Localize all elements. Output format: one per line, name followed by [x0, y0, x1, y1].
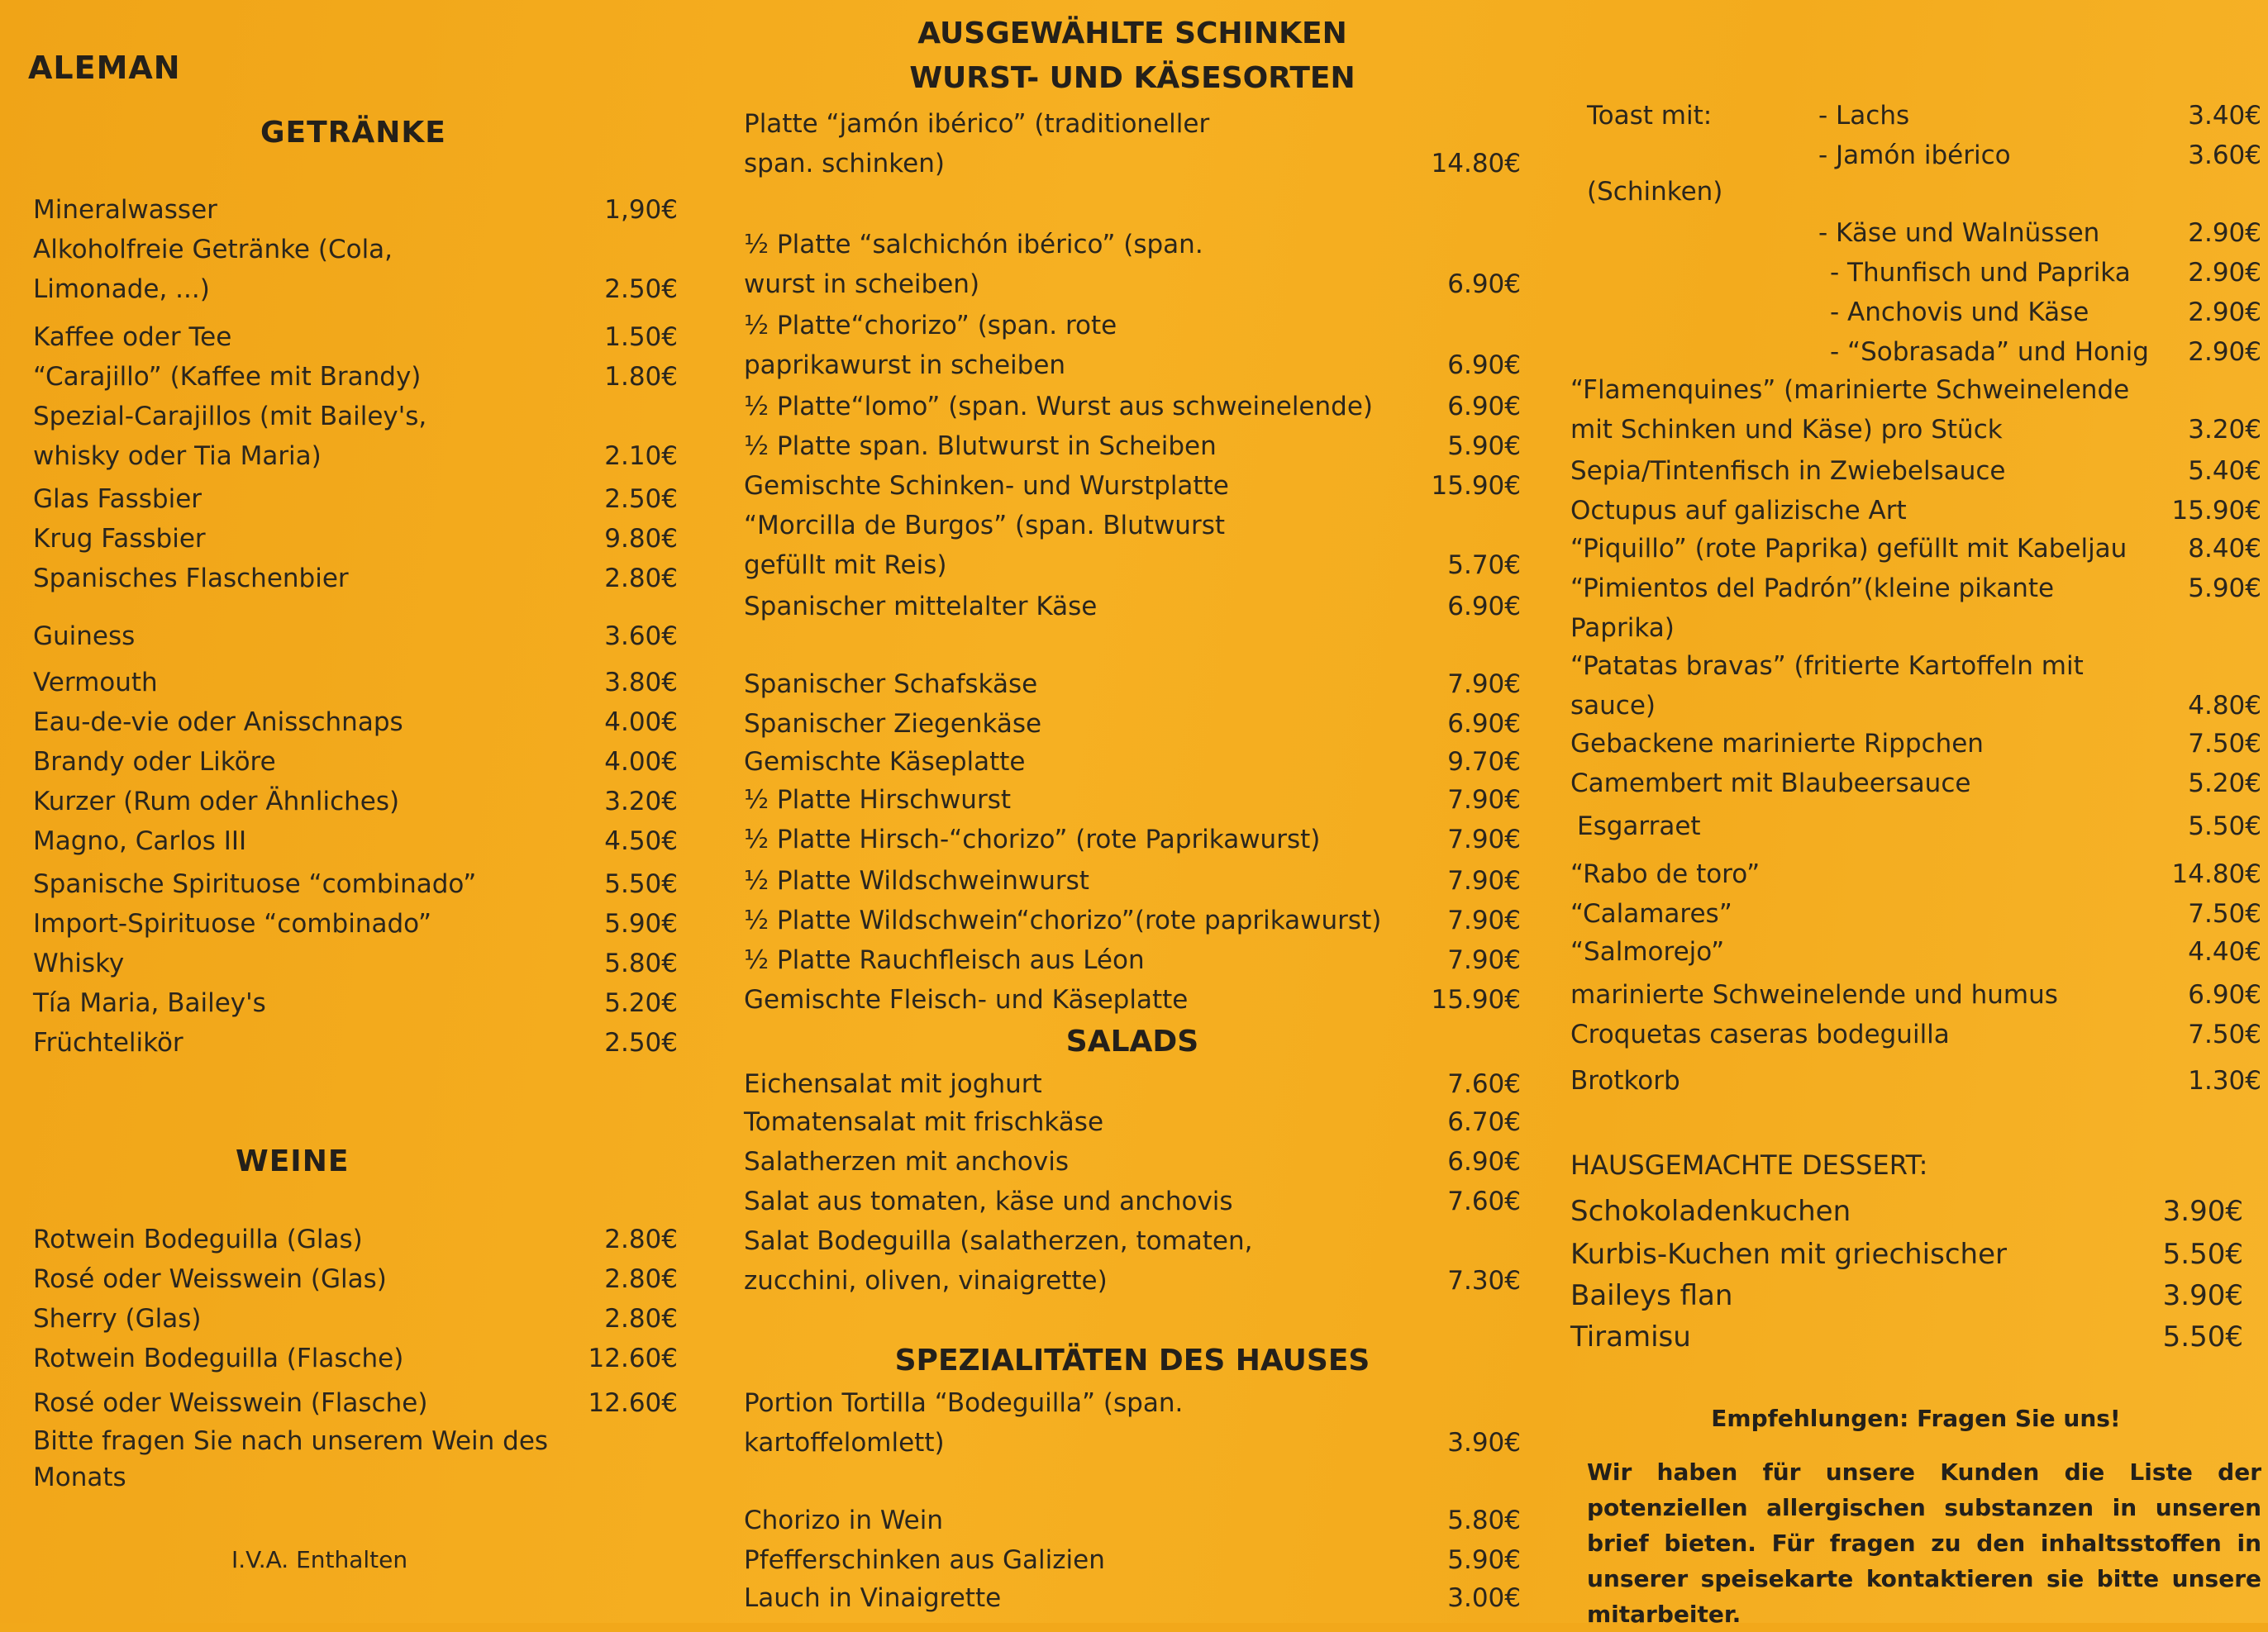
menu-item: [744, 466, 1521, 506]
item-price: 4.50€: [604, 826, 678, 856]
item-name: Magno, Carlos III: [33, 826, 247, 856]
item-price: 5.20€: [2188, 768, 2261, 798]
toast-item-price: 2.90€: [2188, 337, 2261, 367]
toast-item-name: - Anchovis und Käse: [1830, 297, 2089, 327]
item-price: 1.80€: [604, 362, 678, 392]
toast-item-name: - Jamón ibérico: [1818, 140, 2011, 170]
item-price: 14.80€: [2171, 859, 2261, 889]
item-price: 7.60€: [1447, 1069, 1521, 1099]
menu-item: [744, 1142, 1521, 1182]
section-title-schinken-line2: WURST- UND KÄSESORTEN: [909, 61, 1356, 95]
item-price: 6.70€: [1447, 1107, 1521, 1137]
menu-item: [33, 230, 678, 309]
item-price: 3.90€: [1447, 1428, 1521, 1458]
item-price: 12.60€: [588, 1388, 678, 1418]
item-name: Eichensalat mit joghurt: [744, 1069, 1042, 1099]
column-drinks: [33, 0, 678, 1623]
item-name: ½ Platte“chorizo” (span. rote paprikawurst in scheiben: [744, 311, 1117, 380]
menu-item: [1570, 764, 2261, 803]
recommendation-note: Empfehlungen: Fragen Sie uns!: [1711, 1405, 2121, 1432]
item-name: ½ Platte Wildschwein“chorizo”(rote paprikawurst): [744, 906, 1382, 935]
menu-item: [33, 397, 678, 476]
menu-item: [33, 317, 678, 357]
item-price: 3.90€: [2162, 1195, 2243, 1228]
menu-item: [33, 702, 678, 742]
item-name: Rosé oder Weisswein (Flasche): [33, 1388, 428, 1418]
menu-item: [1570, 1061, 2261, 1101]
item-price: 5.90€: [1447, 431, 1521, 461]
item-name: ½ Platte Wildschweinwurst: [744, 866, 1089, 896]
item-price: 9.80€: [604, 524, 678, 554]
menu-item: [33, 864, 678, 904]
menu-item: [33, 904, 678, 944]
item-name: Kurbis-Kuchen mit griechischer: [1570, 1238, 2007, 1271]
section-title-schinken-line1: AUSGEWÄHLTE SCHINKEN: [917, 17, 1347, 50]
item-name: Croquetas caseras bodeguilla: [1570, 1020, 1950, 1049]
menu-item: [744, 506, 1521, 585]
item-name: “Flamenquines” (marinierte Schweinelende mit Schinken und Käse) pro Stück: [1570, 375, 2130, 445]
allergen-info: Wir haben für unsere Kunden die Liste der potenziellen allergischen substanzen in unseren brief bieten. Für fragen zu den inhaltsstoffen in unserer speisekarte kontaktieren sie bitte unsere mitarbeiter.: [1587, 1458, 2261, 1628]
item-price: 5.70€: [1447, 550, 1521, 580]
item-price: 15.90€: [1431, 471, 1521, 501]
item-price: 5.50€: [2162, 1238, 2243, 1271]
item-price: 1,90€: [604, 195, 678, 225]
menu-item: [33, 983, 678, 1023]
menu-item: [33, 559, 678, 598]
item-name: Gemischte Schinken- und Wurstplatte: [744, 471, 1229, 501]
menu-item: [1570, 1192, 2261, 1231]
item-name: ½ Platte Hirsch-“chorizo” (rote Paprikawurst): [744, 825, 1321, 854]
item-name: “Patatas bravas” (fritierte Kartoffeln mit sauce): [1570, 651, 2084, 721]
item-price: 5.80€: [604, 949, 678, 978]
item-price: 6.90€: [1447, 392, 1521, 421]
menu-item: [1570, 724, 2261, 764]
item-name: Salat Bodeguilla (salatherzen, tomaten, zucchini, oliven, vinaigrette): [744, 1226, 1253, 1296]
item-name: Krug Fassbier: [33, 524, 206, 554]
toast-item-price: 2.90€: [2188, 297, 2261, 327]
menu-item: [1570, 894, 2261, 934]
item-price: 6.90€: [1447, 592, 1521, 621]
item-price: 9.70€: [1447, 747, 1521, 777]
item-name: Salatherzen mit anchovis: [744, 1147, 1069, 1177]
item-name: “Pimientos del Padrón”(kleine pikante Paprika): [1570, 573, 2055, 643]
item-name: Spanischer mittelalter Käse: [744, 592, 1098, 621]
menu-item: [744, 780, 1521, 820]
item-price: 6.90€: [2188, 980, 2261, 1010]
menu-item: [33, 1220, 678, 1259]
item-name: “Carajillo” (Kaffee mit Brandy): [33, 362, 422, 392]
item-price: 15.90€: [1431, 985, 1521, 1015]
menu-item: [33, 616, 678, 656]
menu-item: [1570, 1276, 2261, 1316]
item-name: Rosé oder Weisswein (Glas): [33, 1264, 387, 1294]
item-name: Platte “jamón ibérico” (traditioneller span. schinken): [744, 109, 1210, 178]
item-name: Whisky: [33, 949, 125, 978]
menu-item: [744, 306, 1521, 385]
menu-item: [1570, 975, 2261, 1015]
menu-item: [744, 1064, 1521, 1104]
menu-item: [744, 861, 1521, 901]
menu-item: [33, 1383, 678, 1423]
menu-item: [33, 1023, 678, 1063]
item-price: 3.90€: [2162, 1279, 2243, 1312]
item-name: Eau-de-vie oder Anisschnaps: [33, 707, 403, 737]
menu-item: [1570, 1235, 2261, 1274]
item-name: Spanischer Ziegenkäse: [744, 709, 1042, 739]
menu-item: [33, 944, 678, 983]
item-name: Baileys flan: [1570, 1279, 1733, 1312]
item-name: Gebackene marinierte Rippchen: [1570, 729, 1984, 759]
menu-item: [744, 426, 1521, 466]
menu-item: [744, 704, 1521, 744]
item-price: 14.80€: [1431, 149, 1521, 178]
item-name: Glas Fassbier: [33, 484, 202, 514]
toast-item-price: 2.90€: [2188, 258, 2261, 288]
item-name: Früchtelikör: [33, 1028, 183, 1058]
menu-item: [744, 1182, 1521, 1221]
item-price: 4.80€: [2188, 691, 2261, 721]
item-price: 6.90€: [1447, 709, 1521, 739]
item-name: Salat aus tomaten, käse und anchovis: [744, 1187, 1233, 1216]
menu-item: [744, 940, 1521, 980]
item-price: 7.90€: [1447, 866, 1521, 896]
item-price: 3.00€: [1447, 1583, 1521, 1613]
menu-item: [33, 190, 678, 230]
item-name: Alkoholfreie Getränke (Cola, Limonade, ...): [33, 235, 393, 304]
item-name: Kaffee oder Tee: [33, 322, 232, 352]
menu-item: [744, 820, 1521, 859]
item-name: Rotwein Bodeguilla (Glas): [33, 1225, 363, 1254]
item-name: Lauch in Vinaigrette: [744, 1583, 1002, 1613]
menu-item: [744, 664, 1521, 704]
item-name: Guiness: [33, 621, 136, 651]
item-price: 8.40€: [2188, 534, 2261, 564]
item-price: 5.20€: [604, 988, 678, 1018]
item-name: Import-Spirituose “combinado”: [33, 909, 432, 939]
menu-item: [33, 663, 678, 702]
section-title-getraenke: GETRÄNKE: [260, 116, 446, 150]
toast-label: Toast mit:: [1587, 101, 1713, 131]
item-price: 7.60€: [1447, 1187, 1521, 1216]
item-name: Tomatensalat mit frischkäse: [744, 1107, 1104, 1137]
item-price: 4.00€: [604, 707, 678, 737]
item-price: 6.90€: [1447, 350, 1521, 380]
toast-item-name: - “Sobrasada” und Honig: [1830, 337, 2149, 367]
item-name: Camembert mit Blaubeersauce: [1570, 768, 1971, 798]
vat-included-note: I.V.A. Enthalten: [231, 1546, 408, 1573]
item-name: ½ Platte span. Blutwurst in Scheiben: [744, 431, 1217, 461]
toast-item-price: 3.60€: [2188, 140, 2261, 170]
item-name: “Salmorejo”: [1570, 937, 1725, 967]
toast-item-price: 2.90€: [2188, 218, 2261, 248]
menu-item: [744, 1102, 1521, 1142]
menu-item: [33, 1259, 678, 1299]
menu-item: [1570, 646, 2261, 726]
toast-schinken-note: (Schinken): [1587, 177, 1723, 207]
item-price: 5.50€: [2188, 811, 2261, 841]
menu-item: [1570, 1015, 2261, 1054]
item-name: Kurzer (Rum oder Ähnliches): [33, 787, 400, 816]
item-price: 15.90€: [2171, 496, 2261, 526]
item-price: 2.80€: [604, 1304, 678, 1334]
item-price: 2.50€: [604, 484, 678, 514]
menu-item: [1570, 370, 2261, 450]
item-price: 5.90€: [2188, 573, 2261, 603]
item-price: 7.50€: [2188, 899, 2261, 929]
item-price: 1.50€: [604, 322, 678, 352]
menu-item: [33, 357, 678, 397]
item-price: 3.20€: [2188, 415, 2261, 445]
toast-item-name: - Thunfisch und Paprika: [1830, 258, 2131, 288]
menu-item: [744, 1540, 1521, 1580]
item-price: 3.20€: [604, 787, 678, 816]
item-price: 2.80€: [604, 1225, 678, 1254]
item-price: 7.90€: [1447, 945, 1521, 975]
toast-item-name: - Käse und Walnüssen: [1818, 218, 2100, 248]
menu-item: [33, 1339, 678, 1378]
menu-item: [744, 225, 1521, 304]
column-tapas-dessert: [1570, 0, 2261, 1628]
menu-item: [744, 587, 1521, 626]
item-name: ½ Platte“lomo” (span. Wurst aus schweinelende): [744, 392, 1373, 421]
item-price: 2.50€: [604, 274, 678, 304]
item-name: Sepia/Tintenfisch in Zwiebelsauce: [1570, 456, 2006, 486]
item-price: 2.80€: [604, 564, 678, 593]
item-price: 6.90€: [1447, 1147, 1521, 1177]
item-price: 6.90€: [1447, 269, 1521, 299]
item-price: 5.90€: [604, 909, 678, 939]
item-name: “Morcilla de Burgos” (span. Blutwurst gefüllt mit Reis): [744, 511, 1226, 580]
toast-item-name: - Lachs: [1818, 101, 1910, 131]
menu-item: [33, 479, 678, 519]
item-price: 7.90€: [1447, 906, 1521, 935]
item-name: Chorizo in Wein: [744, 1506, 943, 1535]
item-price: 1.30€: [2188, 1066, 2261, 1096]
item-price: 12.60€: [588, 1344, 678, 1373]
item-price: 5.80€: [1447, 1506, 1521, 1535]
menu-item: [1570, 569, 2261, 648]
section-title-weine: WEINE: [236, 1144, 350, 1178]
menu-item: [744, 387, 1521, 426]
section-title-spezialitaeten: SPEZIALITÄTEN DES HAUSES: [894, 1344, 1370, 1377]
item-price: 7.90€: [1447, 825, 1521, 854]
item-price: 7.90€: [1447, 785, 1521, 815]
item-price: 2.10€: [604, 441, 678, 471]
item-price: 5.90€: [1447, 1545, 1521, 1575]
menu-item: [744, 1578, 1521, 1618]
menu-item: [1570, 932, 2261, 972]
item-price: 3.80€: [604, 668, 678, 697]
item-name: “Piquillo” (rote Paprika) gefüllt mit Kabeljau: [1570, 534, 2127, 564]
menu-item: [1570, 1317, 2261, 1357]
menu-item: [744, 1383, 1521, 1463]
item-name: Rotwein Bodeguilla (Flasche): [33, 1344, 404, 1373]
item-name: Vermouth: [33, 668, 158, 697]
item-price: 7.50€: [2188, 1020, 2261, 1049]
menu-item: [744, 980, 1521, 1020]
item-price: 7.30€: [1447, 1266, 1521, 1296]
item-price: 7.90€: [1447, 669, 1521, 699]
item-name: Schokoladenkuchen: [1570, 1195, 1851, 1228]
item-name: Esgarraet: [1577, 811, 1701, 841]
item-name: Sherry (Glas): [33, 1304, 202, 1334]
item-name: Gemischte Fleisch- und Käseplatte: [744, 985, 1189, 1015]
item-price: 2.80€: [604, 1264, 678, 1294]
menu-item: [1570, 854, 2261, 894]
item-name: Gemischte Käseplatte: [744, 747, 1026, 777]
section-title-dessert: HAUSGEMACHTE DESSERT:: [1570, 1149, 1928, 1181]
wine-of-month-note: Bitte fragen Sie nach unserem Wein des Monats: [33, 1426, 549, 1492]
item-price: 4.40€: [2188, 937, 2261, 967]
menu-item: [744, 1221, 1521, 1301]
item-name: Spanische Spirituose “combinado”: [33, 869, 477, 899]
menu-item: [1570, 451, 2261, 491]
menu-language-label: ALEMAN: [28, 50, 181, 86]
menu-item: [1570, 491, 2261, 531]
item-price: 5.40€: [2188, 456, 2261, 486]
item-name: Spanischer Schafskäse: [744, 669, 1038, 699]
item-name: Portion Tortilla “Bodeguilla” (span. kartoffelomlett): [744, 1388, 1184, 1458]
item-name: Tiramisu: [1570, 1320, 1691, 1354]
item-name: “Rabo de toro”: [1570, 859, 1761, 889]
toast-item-price: 3.40€: [2188, 101, 2261, 131]
item-name: Pfefferschinken aus Galizien: [744, 1545, 1105, 1575]
menu-item: [1570, 529, 2261, 569]
item-price: 7.50€: [2188, 729, 2261, 759]
item-price: 4.00€: [604, 747, 678, 777]
item-name: Tía Maria, Bailey's: [33, 988, 266, 1018]
item-name: Octupus auf galizische Art: [1570, 496, 1907, 526]
menu-item: [33, 519, 678, 559]
section-title-salads: SALADS: [1065, 1025, 1199, 1059]
menu-item: [33, 821, 678, 861]
item-name: Spezial-Carajillos (mit Bailey's, whisky oder Tia Maria): [33, 402, 427, 471]
menu-item: [33, 1299, 678, 1339]
item-price: 2.50€: [604, 1028, 678, 1058]
menu-item: [744, 104, 1521, 183]
menu-item: [1570, 806, 2261, 846]
menu-item: [33, 742, 678, 782]
item-price: 5.50€: [2162, 1320, 2243, 1354]
menu-item: [744, 742, 1521, 782]
item-name: Spanisches Flaschenbier: [33, 564, 349, 593]
item-price: 3.60€: [604, 621, 678, 651]
item-name: “Calamares”: [1570, 899, 1732, 929]
item-name: ½ Platte Rauchfleisch aus Léon: [744, 945, 1145, 975]
item-name: Brandy oder Liköre: [33, 747, 276, 777]
item-name: ½ Platte “salchichón ibérico” (span. wurst in scheiben): [744, 230, 1203, 299]
menu-item: [744, 1501, 1521, 1540]
menu-item: [33, 782, 678, 821]
menu-item: [744, 901, 1521, 940]
item-name: marinierte Schweinelende und humus: [1570, 980, 2058, 1010]
item-name: Brotkorb: [1570, 1066, 1680, 1096]
item-price: 5.50€: [604, 869, 678, 899]
item-name: Mineralwasser: [33, 195, 217, 225]
column-ham-cheese: [744, 0, 1521, 1623]
item-name: ½ Platte Hirschwurst: [744, 785, 1012, 815]
